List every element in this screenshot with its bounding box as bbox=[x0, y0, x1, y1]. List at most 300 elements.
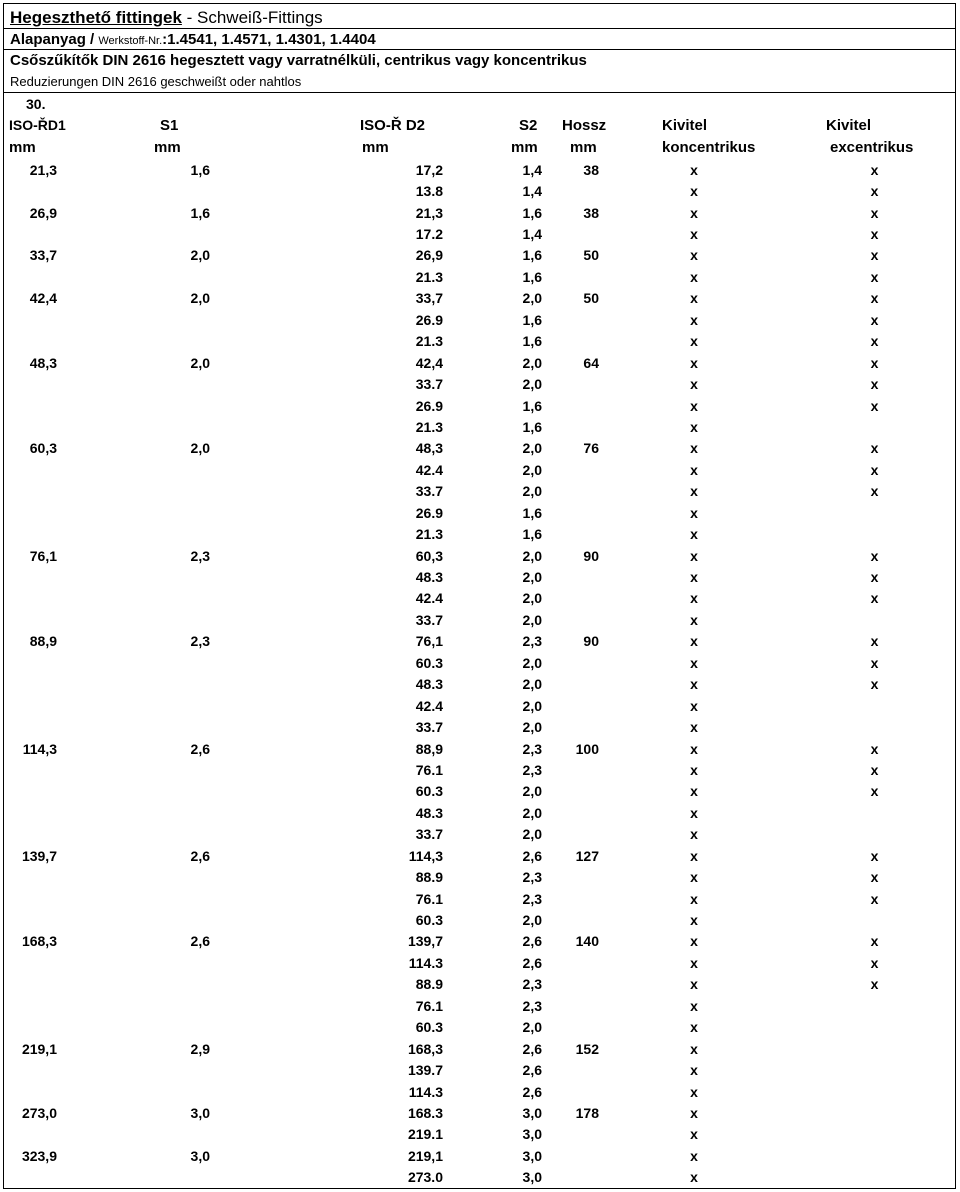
cell-s1: 2,3 bbox=[190, 547, 210, 564]
cell-length bbox=[542, 331, 599, 352]
cell-iso-d2: 88.9 bbox=[415, 976, 443, 993]
cell-s2: 2,3 bbox=[522, 997, 542, 1014]
material-values: :1.4541, 1.4571, 1.4301, 1.4404 bbox=[162, 31, 376, 48]
cell-eccentric bbox=[789, 909, 960, 930]
cell-eccentric: x bbox=[870, 311, 879, 328]
cell-length bbox=[542, 416, 599, 437]
cell-s1: 2,0 bbox=[190, 290, 210, 307]
cell-iso-d1 bbox=[0, 416, 57, 437]
cell-s1 bbox=[57, 974, 210, 995]
title-rest: - Schweiß-Fittings bbox=[181, 8, 323, 27]
cell-concentric: x bbox=[690, 333, 698, 350]
cell-s2: 1,6 bbox=[522, 333, 542, 350]
cell-s1 bbox=[57, 502, 210, 523]
cell-s2: 2,0 bbox=[522, 440, 542, 457]
cell-iso-d1 bbox=[0, 1167, 57, 1188]
cell-concentric: x bbox=[690, 547, 698, 564]
cell-length: 38 bbox=[583, 161, 599, 178]
cell-s1: 1,6 bbox=[190, 204, 210, 221]
cell-s1 bbox=[57, 266, 210, 287]
cell-s1: 2,0 bbox=[190, 440, 210, 457]
cell-s2: 2,3 bbox=[522, 976, 542, 993]
cell-s2: 2,0 bbox=[522, 912, 542, 929]
cell-s2: 2,0 bbox=[522, 590, 542, 607]
cell-iso-d1: 114,3 bbox=[22, 740, 57, 757]
cell-eccentric: x bbox=[870, 247, 879, 264]
unit-s2: mm bbox=[511, 139, 538, 156]
cell-s1 bbox=[57, 609, 210, 630]
table-row bbox=[0, 1167, 960, 1188]
cell-length bbox=[542, 759, 599, 780]
table-row bbox=[0, 202, 960, 223]
cell-concentric: x bbox=[690, 1083, 698, 1100]
cell-eccentric: x bbox=[870, 761, 879, 778]
table-row bbox=[0, 845, 960, 866]
material-line bbox=[10, 31, 376, 48]
cell-length: 38 bbox=[583, 204, 599, 221]
cell-length bbox=[542, 309, 599, 330]
cell-s1 bbox=[57, 674, 210, 695]
cell-eccentric bbox=[789, 609, 960, 630]
cell-iso-d2: 76.1 bbox=[415, 890, 443, 907]
cell-iso-d2: 48.3 bbox=[415, 804, 443, 821]
cell-iso-d1 bbox=[0, 1081, 57, 1102]
cell-iso-d2: 48,3 bbox=[415, 440, 443, 457]
cell-iso-d1 bbox=[0, 824, 57, 845]
cell-s2: 2,3 bbox=[522, 890, 542, 907]
cell-concentric: x bbox=[690, 569, 698, 586]
cell-eccentric: x bbox=[870, 890, 879, 907]
cell-iso-d2: 219,1 bbox=[407, 1147, 443, 1164]
cell-iso-d2: 88,9 bbox=[415, 740, 443, 757]
cell-eccentric bbox=[789, 716, 960, 737]
title-row bbox=[4, 4, 955, 29]
cell-s2: 2,0 bbox=[522, 290, 542, 307]
cell-s2: 1,6 bbox=[522, 418, 542, 435]
cell-concentric: x bbox=[690, 376, 698, 393]
cell-iso-d2: 42.4 bbox=[415, 461, 443, 478]
unit-length: mm bbox=[570, 139, 597, 156]
cell-s2: 1,6 bbox=[522, 397, 542, 414]
cell-length bbox=[542, 716, 599, 737]
cell-eccentric: x bbox=[870, 161, 879, 178]
cell-iso-d2: 42.4 bbox=[415, 697, 443, 714]
cell-concentric: x bbox=[690, 161, 698, 178]
table-row bbox=[0, 1124, 960, 1145]
cell-s1 bbox=[57, 180, 210, 201]
cell-concentric: x bbox=[690, 311, 698, 328]
cell-s1 bbox=[57, 395, 210, 416]
table-row bbox=[0, 180, 960, 201]
cell-s1: 3,0 bbox=[190, 1147, 210, 1164]
unit-eccentric: excentrikus bbox=[830, 139, 914, 156]
cell-s2: 2,0 bbox=[522, 654, 542, 671]
cell-concentric: x bbox=[690, 226, 698, 243]
cell-eccentric: x bbox=[870, 290, 879, 307]
cell-iso-d1: 26,9 bbox=[29, 204, 57, 221]
cell-length: 64 bbox=[583, 354, 599, 371]
cell-s1: 2,3 bbox=[190, 633, 210, 650]
cell-iso-d1 bbox=[0, 781, 57, 802]
table-row bbox=[0, 373, 960, 394]
cell-iso-d2: 48.3 bbox=[415, 676, 443, 693]
cell-iso-d2: 60.3 bbox=[415, 1019, 443, 1036]
cell-s2: 2,0 bbox=[522, 783, 542, 800]
table-row bbox=[0, 674, 960, 695]
cell-eccentric: x bbox=[870, 847, 879, 864]
cell-iso-d1 bbox=[0, 995, 57, 1016]
cell-iso-d2: 33,7 bbox=[415, 290, 443, 307]
cell-concentric: x bbox=[690, 483, 698, 500]
cell-length bbox=[542, 588, 599, 609]
cell-iso-d2: 273.0 bbox=[407, 1169, 443, 1186]
cell-iso-d1 bbox=[0, 609, 57, 630]
cell-iso-d1: 60,3 bbox=[29, 440, 57, 457]
cell-iso-d1 bbox=[0, 523, 57, 544]
cell-iso-d1 bbox=[0, 952, 57, 973]
cell-iso-d2: 60.3 bbox=[415, 654, 443, 671]
cell-iso-d1 bbox=[0, 223, 57, 244]
cell-eccentric: x bbox=[870, 676, 879, 693]
cell-eccentric bbox=[789, 802, 960, 823]
cell-length bbox=[542, 395, 599, 416]
cell-s2: 1,6 bbox=[522, 504, 542, 521]
table-row bbox=[0, 523, 960, 544]
table-row bbox=[0, 995, 960, 1016]
cell-s2: 2,3 bbox=[522, 869, 542, 886]
cell-s1 bbox=[57, 1167, 210, 1188]
cell-s1 bbox=[57, 866, 210, 887]
cell-iso-d1 bbox=[0, 1124, 57, 1145]
cell-s2: 3,0 bbox=[522, 1147, 542, 1164]
cell-length bbox=[542, 952, 599, 973]
cell-s2: 2,0 bbox=[522, 697, 542, 714]
table-row bbox=[0, 481, 960, 502]
cell-s1 bbox=[57, 716, 210, 737]
cell-length bbox=[542, 1017, 599, 1038]
cell-concentric: x bbox=[690, 761, 698, 778]
cell-concentric: x bbox=[690, 526, 698, 543]
unit-concentric: koncentrikus bbox=[662, 139, 756, 156]
cell-s1 bbox=[57, 888, 210, 909]
cell-concentric: x bbox=[690, 290, 698, 307]
cell-s1 bbox=[57, 416, 210, 437]
cell-s1: 2,6 bbox=[190, 933, 210, 950]
cell-length bbox=[542, 652, 599, 673]
cell-concentric: x bbox=[690, 697, 698, 714]
cell-eccentric bbox=[789, 1124, 960, 1145]
cell-s2: 2,3 bbox=[522, 761, 542, 778]
cell-iso-d1 bbox=[0, 502, 57, 523]
cell-eccentric: x bbox=[870, 440, 879, 457]
cell-length bbox=[542, 802, 599, 823]
cell-s1 bbox=[57, 331, 210, 352]
cell-s1 bbox=[57, 1059, 210, 1080]
cell-s1 bbox=[57, 1124, 210, 1145]
cell-concentric: x bbox=[690, 354, 698, 371]
product-title: Csőszűkítők DIN 2616 hegesztett vagy varratnélküli, centrikus vagy koncentrikus bbox=[10, 52, 587, 69]
cell-concentric: x bbox=[690, 912, 698, 929]
cell-s1 bbox=[57, 459, 210, 480]
cell-length bbox=[542, 695, 599, 716]
cell-concentric: x bbox=[690, 890, 698, 907]
cell-s2: 2,0 bbox=[522, 804, 542, 821]
cell-s1 bbox=[57, 781, 210, 802]
cell-s1 bbox=[57, 566, 210, 587]
cell-length bbox=[542, 502, 599, 523]
cell-s2: 2,6 bbox=[522, 954, 542, 971]
cell-iso-d1: 33,7 bbox=[29, 247, 57, 264]
table-row bbox=[0, 352, 960, 373]
product-title-row bbox=[4, 50, 955, 72]
cell-s2: 2,6 bbox=[522, 1040, 542, 1057]
cell-s2: 2,6 bbox=[522, 1062, 542, 1079]
cell-iso-d1 bbox=[0, 866, 57, 887]
cell-length bbox=[542, 1081, 599, 1102]
cell-concentric: x bbox=[690, 719, 698, 736]
cell-iso-d2: 33.7 bbox=[415, 376, 443, 393]
cell-iso-d1 bbox=[0, 1059, 57, 1080]
cell-s2: 2,0 bbox=[522, 569, 542, 586]
cell-s2: 1,6 bbox=[522, 311, 542, 328]
cell-iso-d2: 76,1 bbox=[415, 633, 443, 650]
cell-iso-d2: 21.3 bbox=[415, 526, 443, 543]
cell-eccentric bbox=[789, 1102, 960, 1123]
cell-concentric: x bbox=[690, 1040, 698, 1057]
table-row bbox=[0, 695, 960, 716]
cell-concentric: x bbox=[690, 740, 698, 757]
cell-length: 100 bbox=[575, 740, 599, 757]
cell-length bbox=[542, 223, 599, 244]
cell-s2: 3,0 bbox=[522, 1126, 542, 1143]
cell-eccentric bbox=[789, 824, 960, 845]
cell-iso-d2: 48.3 bbox=[415, 569, 443, 586]
cell-length: 140 bbox=[575, 933, 599, 950]
cell-length: 127 bbox=[575, 847, 599, 864]
cell-iso-d2: 168.3 bbox=[407, 1104, 443, 1121]
table-row bbox=[0, 395, 960, 416]
cell-s2: 2,0 bbox=[522, 483, 542, 500]
cell-s2: 2,6 bbox=[522, 847, 542, 864]
cell-iso-d2: 88.9 bbox=[415, 869, 443, 886]
cell-s2: 2,6 bbox=[522, 1083, 542, 1100]
unit-s1: mm bbox=[154, 139, 181, 156]
table-row bbox=[0, 866, 960, 887]
cell-iso-d2: 114.3 bbox=[408, 954, 443, 971]
cell-iso-d1 bbox=[0, 373, 57, 394]
cell-concentric: x bbox=[690, 247, 698, 264]
cell-length bbox=[542, 1059, 599, 1080]
cell-concentric: x bbox=[690, 869, 698, 886]
cell-s1 bbox=[57, 995, 210, 1016]
cell-length: 50 bbox=[583, 290, 599, 307]
cell-eccentric: x bbox=[870, 333, 879, 350]
cell-iso-d1 bbox=[0, 888, 57, 909]
cell-s1 bbox=[57, 909, 210, 930]
cell-length: 90 bbox=[583, 547, 599, 564]
cell-eccentric bbox=[789, 523, 960, 544]
cell-s1 bbox=[57, 481, 210, 502]
col-header-iso-d2: ISO-Ř D2 bbox=[360, 117, 426, 134]
cell-s1 bbox=[57, 523, 210, 544]
cell-s1 bbox=[57, 588, 210, 609]
cell-iso-d1 bbox=[0, 759, 57, 780]
cell-iso-d1 bbox=[0, 180, 57, 201]
cell-iso-d2: 33.7 bbox=[415, 719, 443, 736]
table-row bbox=[0, 952, 960, 973]
cell-iso-d1: 48,3 bbox=[29, 354, 57, 371]
cell-iso-d1 bbox=[0, 459, 57, 480]
cell-s2: 2,0 bbox=[522, 376, 542, 393]
cell-eccentric: x bbox=[870, 590, 879, 607]
cell-s2: 2,0 bbox=[522, 461, 542, 478]
cell-s1 bbox=[57, 802, 210, 823]
cell-eccentric: x bbox=[870, 547, 879, 564]
cell-length: 50 bbox=[583, 247, 599, 264]
cell-length bbox=[542, 674, 599, 695]
cell-concentric: x bbox=[690, 183, 698, 200]
table-row bbox=[0, 909, 960, 930]
cell-concentric: x bbox=[690, 1062, 698, 1079]
table-row bbox=[0, 1059, 960, 1080]
cell-eccentric bbox=[789, 1145, 960, 1166]
cell-length bbox=[542, 995, 599, 1016]
cell-eccentric: x bbox=[870, 933, 879, 950]
table-row bbox=[0, 566, 960, 587]
cell-length bbox=[542, 974, 599, 995]
cell-s1: 2,9 bbox=[190, 1040, 210, 1057]
cell-iso-d1 bbox=[0, 395, 57, 416]
page-title bbox=[10, 8, 323, 28]
cell-s2: 3,0 bbox=[522, 1169, 542, 1186]
cell-s2: 1,6 bbox=[522, 247, 542, 264]
cell-length: 178 bbox=[575, 1104, 599, 1121]
cell-eccentric bbox=[789, 502, 960, 523]
cell-s1: 3,0 bbox=[190, 1104, 210, 1121]
cell-concentric: x bbox=[690, 826, 698, 843]
cell-s2: 2,0 bbox=[522, 611, 542, 628]
cell-eccentric: x bbox=[870, 397, 879, 414]
cell-length bbox=[542, 459, 599, 480]
product-subtitle-row bbox=[4, 72, 955, 93]
cell-iso-d2: 42,4 bbox=[415, 354, 443, 371]
cell-iso-d2: 33.7 bbox=[415, 483, 443, 500]
cell-length bbox=[542, 609, 599, 630]
table-row bbox=[0, 824, 960, 845]
cell-eccentric bbox=[789, 1038, 960, 1059]
table-row bbox=[0, 888, 960, 909]
table-row bbox=[0, 974, 960, 995]
cell-eccentric bbox=[789, 1081, 960, 1102]
cell-iso-d1 bbox=[0, 674, 57, 695]
unit-iso-d1: mm bbox=[9, 139, 36, 156]
cell-eccentric: x bbox=[870, 268, 879, 285]
cell-iso-d2: 13.8 bbox=[415, 183, 443, 200]
cell-iso-d1 bbox=[0, 695, 57, 716]
cell-concentric: x bbox=[690, 1169, 698, 1186]
cell-s2: 2,6 bbox=[522, 933, 542, 950]
cell-eccentric bbox=[789, 416, 960, 437]
cell-iso-d2: 139,7 bbox=[407, 933, 443, 950]
cell-length bbox=[542, 824, 599, 845]
table-row bbox=[0, 416, 960, 437]
cell-eccentric: x bbox=[870, 183, 879, 200]
cell-length bbox=[542, 1124, 599, 1145]
table-row bbox=[0, 1081, 960, 1102]
material-small-label: Werkstoff-Nr. bbox=[98, 35, 163, 47]
col-header-eccentric: Kivitel bbox=[826, 117, 872, 134]
cell-s2: 3,0 bbox=[522, 1104, 542, 1121]
table-row bbox=[0, 331, 960, 352]
table-row bbox=[0, 459, 960, 480]
table-row bbox=[0, 309, 960, 330]
cell-s1 bbox=[57, 695, 210, 716]
cell-s1 bbox=[57, 652, 210, 673]
cell-iso-d2: 26.9 bbox=[415, 504, 443, 521]
cell-iso-d1 bbox=[0, 566, 57, 587]
table-row bbox=[0, 631, 960, 652]
cell-iso-d1 bbox=[0, 481, 57, 502]
table-row bbox=[0, 159, 960, 180]
cell-iso-d2: 21.3 bbox=[415, 333, 443, 350]
cell-length bbox=[542, 523, 599, 544]
table-row bbox=[0, 588, 960, 609]
cell-iso-d1 bbox=[0, 974, 57, 995]
cell-iso-d2: 33.7 bbox=[415, 826, 443, 843]
col-header-concentric: Kivitel bbox=[662, 117, 708, 134]
cell-iso-d2: 76.1 bbox=[415, 997, 443, 1014]
cell-iso-d1: 88,9 bbox=[29, 633, 57, 650]
cell-s1 bbox=[57, 824, 210, 845]
cell-iso-d1: 42,4 bbox=[29, 290, 57, 307]
table-row bbox=[0, 652, 960, 673]
cell-concentric: x bbox=[690, 1019, 698, 1036]
cell-iso-d1 bbox=[0, 1017, 57, 1038]
cell-iso-d2: 26,9 bbox=[415, 247, 443, 264]
cell-concentric: x bbox=[690, 461, 698, 478]
table-row bbox=[0, 1017, 960, 1038]
table-row bbox=[0, 223, 960, 244]
cell-iso-d1 bbox=[0, 266, 57, 287]
col-header-s2: S2 bbox=[519, 117, 538, 134]
cell-concentric: x bbox=[690, 440, 698, 457]
cell-iso-d2: 114,3 bbox=[408, 847, 443, 864]
cell-concentric: x bbox=[690, 847, 698, 864]
cell-eccentric bbox=[789, 995, 960, 1016]
cell-iso-d2: 17,2 bbox=[415, 161, 443, 178]
cell-length bbox=[542, 866, 599, 887]
table-row bbox=[0, 1102, 960, 1123]
cell-iso-d1 bbox=[0, 588, 57, 609]
cell-iso-d1: 323,9 bbox=[21, 1147, 57, 1164]
reducer-table bbox=[0, 159, 960, 1188]
cell-concentric: x bbox=[690, 1147, 698, 1164]
table-row bbox=[0, 759, 960, 780]
cell-eccentric: x bbox=[870, 633, 879, 650]
table-row bbox=[0, 502, 960, 523]
cell-iso-d1: 273,0 bbox=[21, 1104, 57, 1121]
cell-iso-d1: 219,1 bbox=[21, 1040, 57, 1057]
cell-iso-d1: 76,1 bbox=[29, 547, 57, 564]
cell-iso-d2: 21.3 bbox=[415, 418, 443, 435]
cell-eccentric: x bbox=[870, 376, 879, 393]
title-bold: Hegeszthető fittingek bbox=[10, 8, 182, 27]
cell-eccentric: x bbox=[870, 654, 879, 671]
cell-iso-d1 bbox=[0, 802, 57, 823]
cell-iso-d2: 168,3 bbox=[407, 1040, 443, 1057]
cell-iso-d1 bbox=[0, 309, 57, 330]
cell-eccentric bbox=[789, 695, 960, 716]
